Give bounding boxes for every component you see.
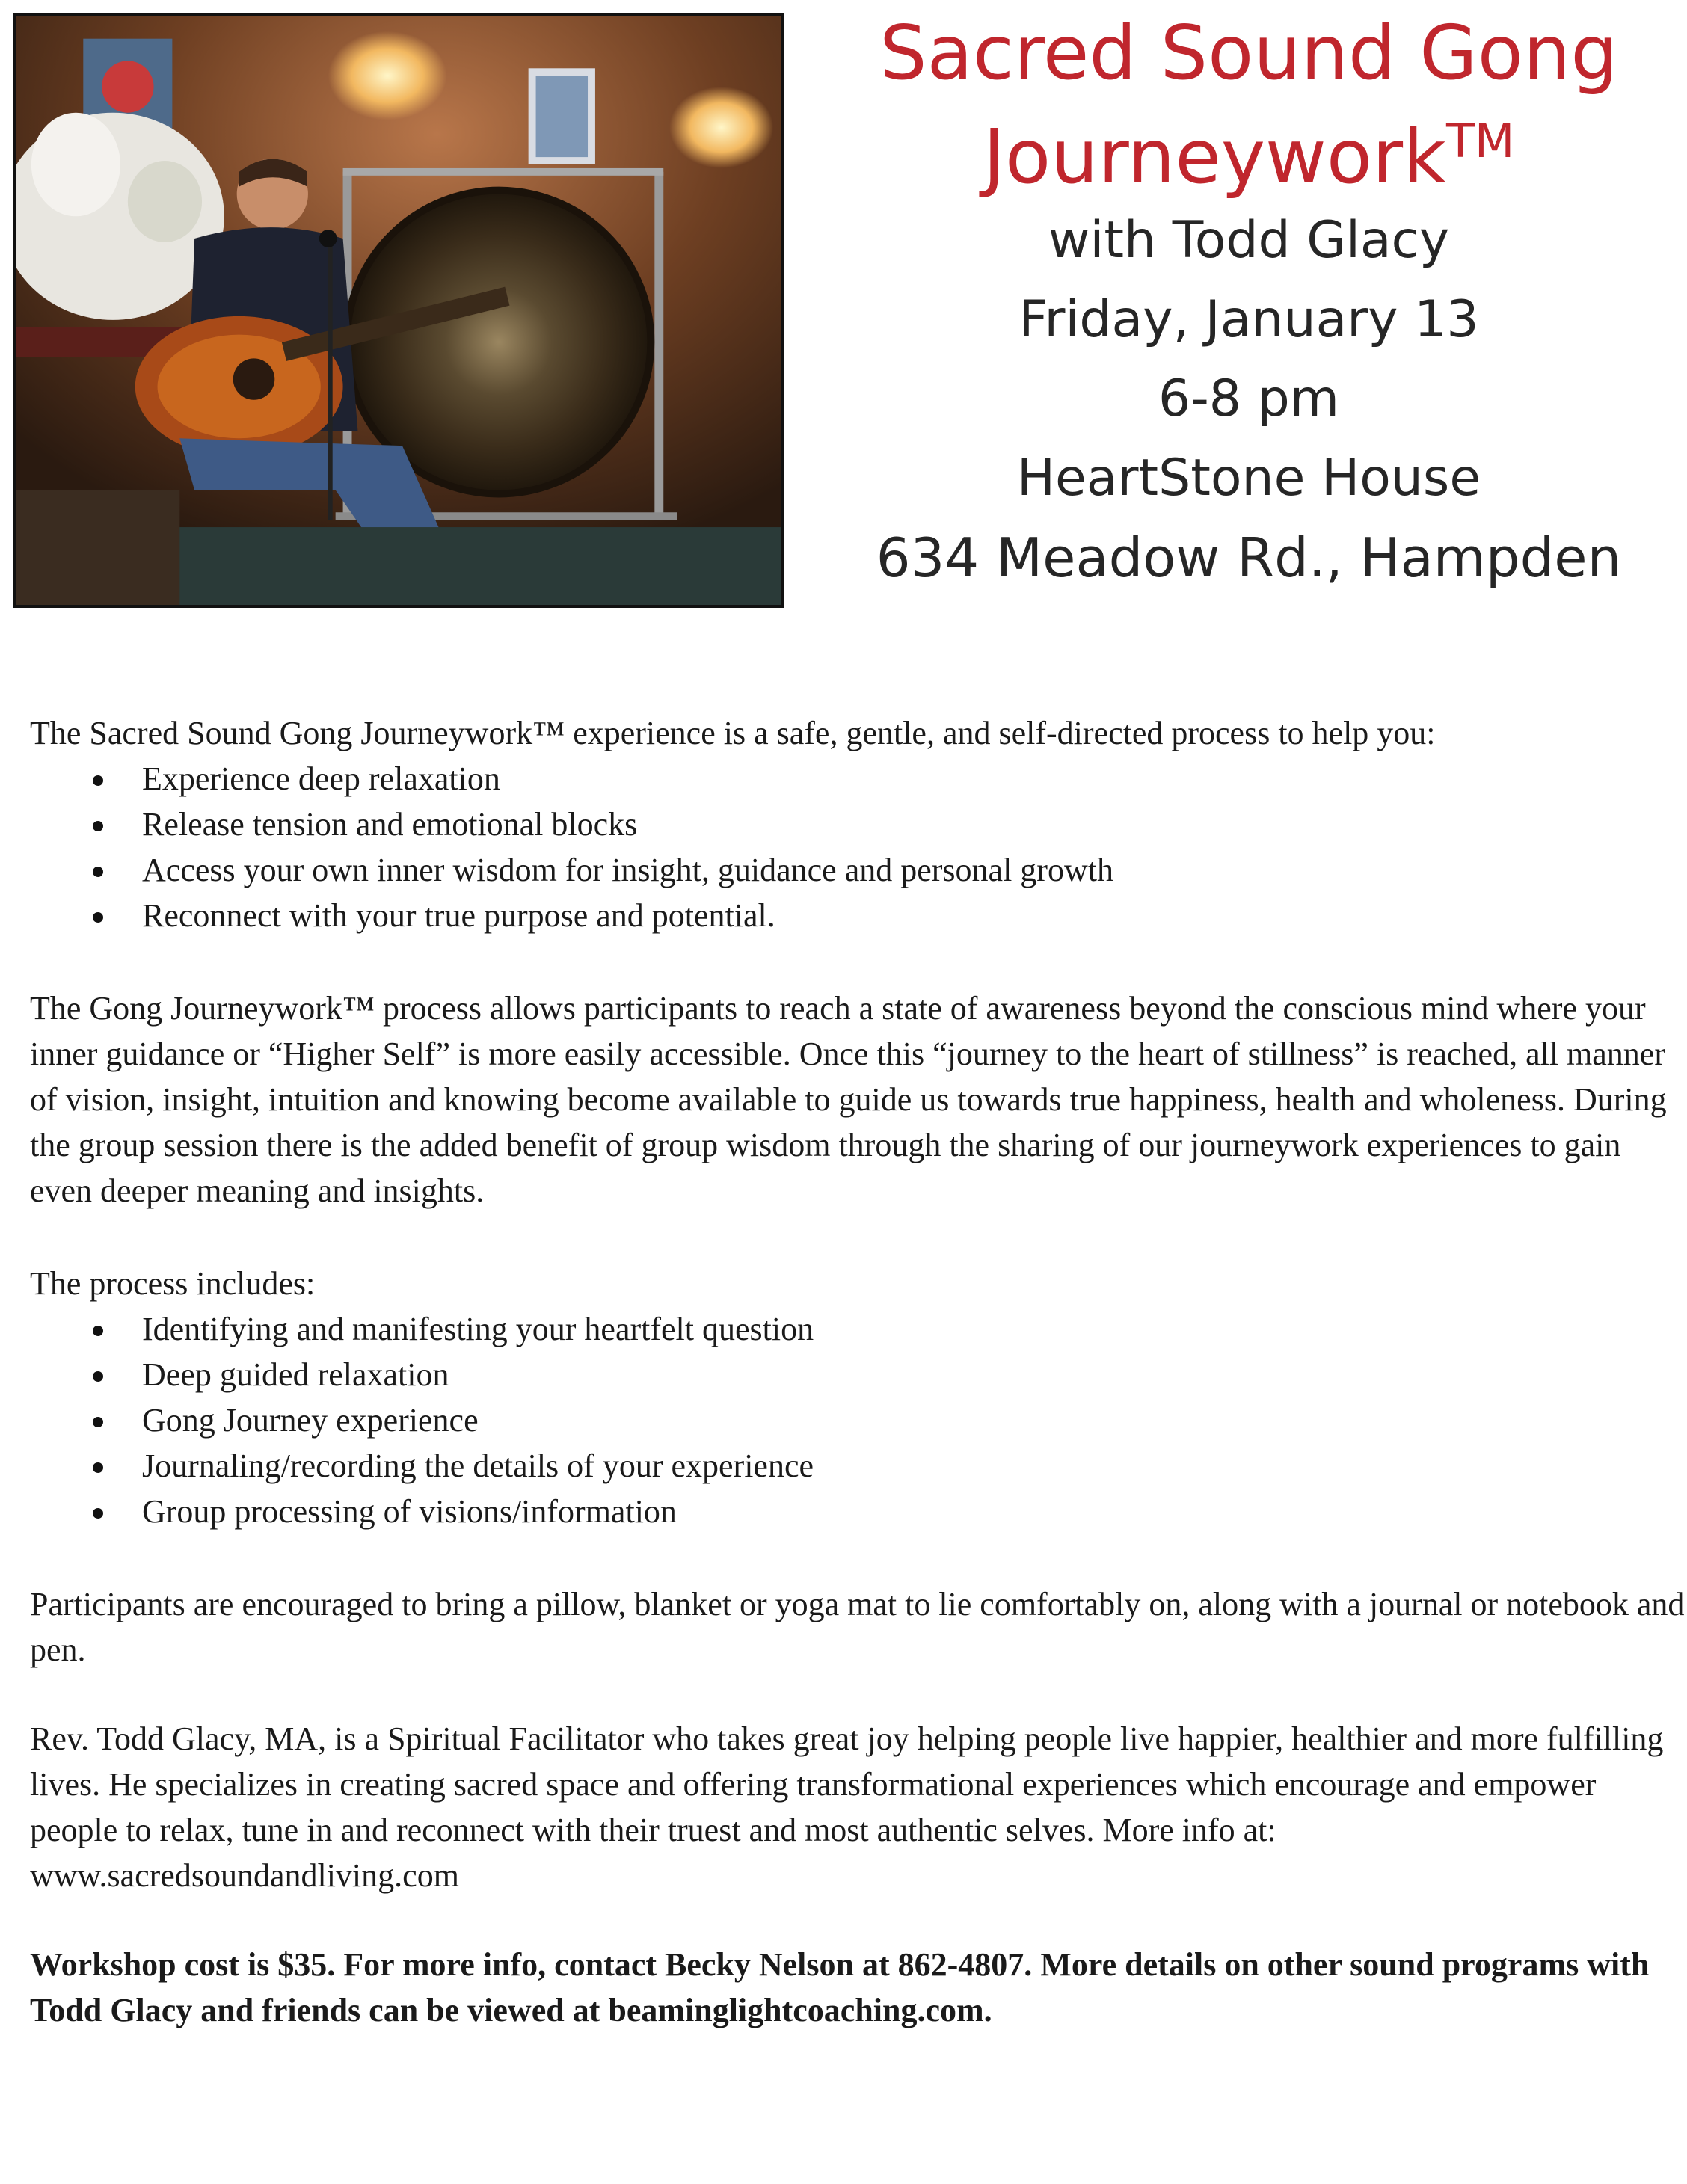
performer-photo-illustration xyxy=(16,16,781,605)
list-item: Experience deep relaxation xyxy=(142,756,1687,802)
list-item: Journaling/recording the details of your experience xyxy=(142,1443,1687,1489)
event-title xyxy=(830,9,1668,201)
includes-heading: The process includes: xyxy=(30,1265,316,1302)
event-time: 6-8 pm xyxy=(1158,369,1340,428)
bio-paragraph: Rev. Todd Glacy, MA, is a Spiritual Facilitator who takes great joy helping people live happier, healthier and more fulfilling lives. He specializes in creating sacred space and offering transformational experiences which encourage and empower people to relax, tune in and reconnect with their truest and most authentic selves. More info at: www.sacredsoundandliving.com xyxy=(30,1720,1664,1894)
event-venue: HeartStone House xyxy=(1016,449,1481,508)
event-header xyxy=(830,9,1668,597)
includes-list xyxy=(30,1306,1687,1534)
event-address: 634 Meadow Rd., Hampden xyxy=(876,526,1622,589)
workshop-cost-footer: Workshop cost is $35. For more info, contact Becky Nelson at 862-4807. More details on other sound programs with Todd Glacy and friends can be viewed at beaminglightcoaching.com. xyxy=(30,1946,1650,2028)
event-date: Friday, January 13 xyxy=(1018,290,1479,349)
benefits-list xyxy=(30,756,1687,938)
list-item: Group processing of visions/information xyxy=(142,1489,1687,1534)
performer-photo xyxy=(13,13,784,608)
list-item: Release tension and emotional blocks xyxy=(142,802,1687,847)
event-title-line2: Journeywork xyxy=(983,113,1447,200)
presenter-line: with Todd Glacy xyxy=(1048,211,1450,270)
list-item: Reconnect with your true purpose and potential. xyxy=(142,893,1687,938)
bring-paragraph: Participants are encouraged to bring a pillow, blanket or yoga mat to lie comfortably on, along with a journal or notebook and pen. xyxy=(30,1586,1685,1668)
event-title-line1: Sacred Sound Gong xyxy=(879,9,1618,96)
list-item: Deep guided relaxation xyxy=(142,1352,1687,1397)
trademark-mark: TM xyxy=(1446,114,1515,168)
process-paragraph: The Gong Journeywork™ process allows participants to reach a state of awareness beyond the conscious mind where your inner guidance or “Higher Self” is more easily accessible. Once this “journey to the heart of stillness” is reached, all manner of vision, insight, intuition and knowing become available to guide us towards true happiness, health and wholeness. During the group session there is the added benefit of group wisdom through the sharing of our journeywork experiences to gain even deeper meaning and insights. xyxy=(30,990,1667,1209)
list-item: Identifying and manifesting your heartfelt question xyxy=(142,1306,1687,1352)
flyer-body xyxy=(30,710,1687,2033)
list-item: Gong Journey experience xyxy=(142,1397,1687,1443)
intro-paragraph: The Sacred Sound Gong Journeywork™ experience is a safe, gentle, and self-directed process to help you: xyxy=(30,715,1436,751)
list-item: Access your own inner wisdom for insight, guidance and personal growth xyxy=(142,847,1687,893)
